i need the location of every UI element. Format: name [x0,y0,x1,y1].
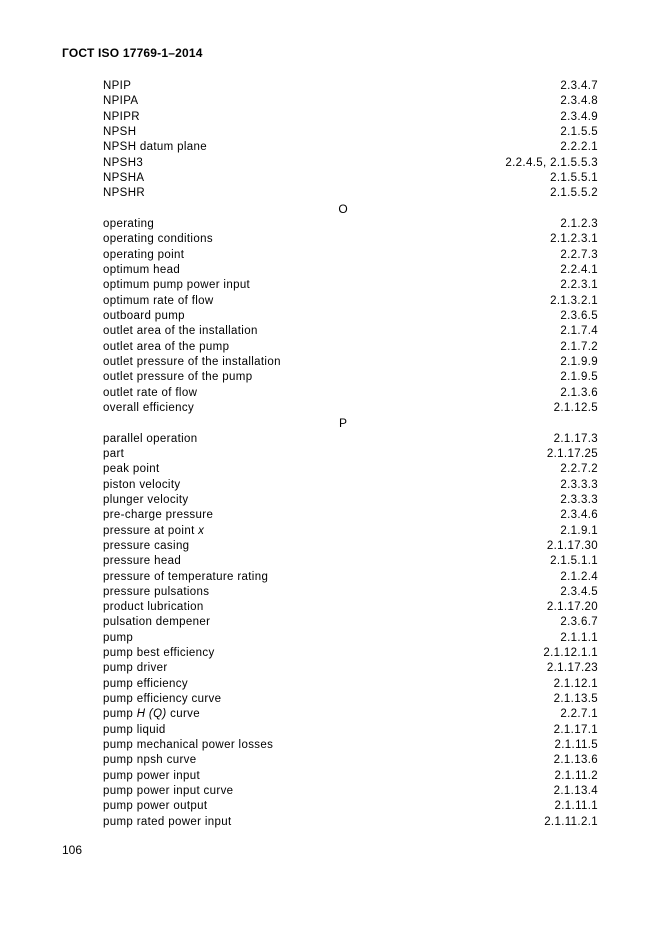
index-term [103,493,189,508]
term-text: overall efficiency [103,401,195,414]
term-text: operating point [103,248,185,261]
index-entry [103,600,598,615]
index-entry [103,248,598,263]
term-index [103,79,598,830]
index-reference: 2.1.9.1 [560,524,598,537]
index-term [103,478,180,493]
index-term [103,370,252,385]
term-text: peak point [103,463,160,476]
index-term [103,661,168,676]
index-reference: 2.1.12.1 [553,677,598,690]
index-reference: 2.1.11.5 [554,739,598,752]
index-entry [103,294,598,309]
index-entry [103,401,598,416]
term-text: NPSHA [103,171,145,184]
index-reference: 2.2.7.3 [560,248,598,261]
term-text: NPSH [103,125,137,138]
term-text: outlet rate of flow [103,386,198,399]
index-term [103,570,268,585]
index-term [103,707,200,722]
index-term [103,140,207,155]
index-reference: 2.1.17.23 [546,662,598,675]
index-entry [103,447,598,462]
term-text: NPIPA [103,95,139,108]
index-term [103,692,221,707]
index-term [103,600,204,615]
section-letter: P [338,416,347,431]
index-reference: 2.3.6.7 [560,616,598,629]
index-term [103,232,213,247]
index-reference: 2.1.2.4 [560,570,598,583]
index-entry [103,723,598,738]
term-italic-symbol: x [198,524,205,537]
index-term [103,447,124,462]
index-entry [103,646,598,661]
index-term [103,324,258,339]
term-text: piston velocity [103,478,181,491]
index-term [103,646,215,661]
index-entry [103,570,598,585]
index-entry [103,140,598,155]
term-text: outlet area of the pump [103,340,230,353]
index-entry [103,738,598,753]
term-italic-symbol: H (Q) [136,708,167,721]
term-text: pump liquid [103,723,166,736]
index-entry [103,324,598,339]
index-term [103,401,194,416]
index-entry [103,539,598,554]
index-entry [103,753,598,768]
term-text-suffix: curve [166,708,200,721]
term-text: pump power output [103,800,208,813]
index-reference: 2.1.7.2 [560,340,598,353]
index-reference: 2.1.5.1.1 [550,555,598,568]
index-entry [103,370,598,385]
index-term [103,294,214,309]
index-reference: 2.1.11.2.1 [544,815,598,828]
index-entry [103,799,598,814]
index-term [103,248,184,263]
index-entry [103,94,598,109]
term-text: pressure head [103,555,182,568]
term-text: pump npsh curve [103,754,197,767]
index-entry [103,278,598,293]
index-reference: 2.2.7.1 [560,708,598,721]
index-term [103,585,209,600]
index-entry [103,815,598,830]
index-entry [103,692,598,707]
index-term [103,125,136,140]
term-text: pump [103,708,137,721]
index-reference: 2.2.7.2 [560,463,598,476]
index-reference: 2.1.5.5.1 [550,171,598,184]
index-reference: 2.1.17.20 [546,601,598,614]
index-reference: 2.3.4.9 [560,110,598,123]
index-entry [103,615,598,630]
term-text: parallel operation [103,432,198,445]
index-term [103,94,138,109]
index-entry [103,524,598,539]
term-text: outlet pressure of the pump [103,371,253,384]
index-reference: 2.1.17.1 [553,723,598,736]
term-text: pump mechanical power losses [103,739,274,752]
index-reference: 2.1.13.6 [553,754,598,767]
index-term [103,799,207,814]
term-text: NPIPR [103,110,140,123]
index-reference: 2.1.9.5 [560,371,598,384]
index-entry [103,784,598,799]
index-term [103,554,181,569]
index-term [103,186,145,201]
term-text: pump efficiency curve [103,693,222,706]
index-term [103,524,204,539]
term-text: optimum head [103,263,181,276]
term-text: outboard pump [103,309,185,322]
index-reference: 2.3.4.5 [560,585,598,598]
index-reference: 2.3.3.3 [560,478,598,491]
term-text: product lubrication [103,601,204,614]
index-entry [103,707,598,722]
term-text: pump best efficiency [103,647,215,660]
term-text: NPSH3 [103,156,144,169]
term-text: pressure of temperature rating [103,570,269,583]
index-reference: 2.3.3.3 [560,493,598,506]
term-text: pre-charge pressure [103,509,214,522]
index-entry [103,478,598,493]
index-term [103,815,232,830]
index-entry [103,340,598,355]
index-reference: 2.3.4.6 [560,509,598,522]
term-text: pressure at point [103,524,199,537]
term-text: pump [103,631,134,644]
index-entry [103,110,598,125]
term-text: pump rated power input [103,815,232,828]
index-term [103,508,213,523]
term-text: optimum pump power input [103,279,251,292]
index-term [103,615,210,630]
index-entry [103,156,598,171]
term-text: outlet pressure of the installation [103,355,281,368]
index-reference: 2.1.11.1 [554,800,598,813]
index-entry [103,769,598,784]
term-text: pump power input curve [103,785,234,798]
index-entry [103,386,598,401]
term-text: NPSH datum plane [103,141,208,154]
index-entry [103,661,598,676]
index-term [103,769,200,784]
term-text: NPSHR [103,187,146,200]
index-term [103,386,197,401]
index-entry [103,585,598,600]
term-text: optimum rate of flow [103,294,214,307]
index-term [103,355,281,370]
term-text: outlet area of the installation [103,325,258,338]
index-term [103,263,180,278]
term-text: pump efficiency [103,677,188,690]
index-entry [103,631,598,646]
index-reference: 2.1.3.6 [560,386,598,399]
index-term [103,432,198,447]
index-reference: 2.3.4.8 [560,95,598,108]
index-reference: 2.1.1.1 [560,631,598,644]
index-entry [103,355,598,370]
index-entry [103,508,598,523]
section-letter: O [338,201,348,216]
term-text: pressure casing [103,539,190,552]
index-reference: 2.1.13.5 [553,693,598,706]
index-term [103,110,140,125]
index-entry [103,309,598,324]
index-term [103,738,273,753]
index-term [103,631,133,646]
term-text: pressure pulsations [103,585,210,598]
index-reference: 2.1.11.2 [554,769,598,782]
index-reference: 2.3.4.7 [560,80,598,92]
index-entry [103,79,598,94]
index-term [103,784,233,799]
index-term [103,156,143,171]
index-reference: 2.1.12.1.1 [543,647,598,660]
term-text: pump power input [103,769,201,782]
index-reference: 2.1.9.9 [560,355,598,368]
term-text: pulsation dempener [103,616,211,629]
index-entry [103,462,598,477]
index-entry [103,677,598,692]
index-term [103,723,166,738]
index-reference: 2.1.5.5 [560,125,598,138]
index-entry [103,217,598,232]
index-reference: 2.1.17.3 [553,432,598,445]
term-text: operating [103,217,155,230]
index-term [103,539,189,554]
index-term [103,677,188,692]
index-reference: 2.2.3.1 [560,279,598,292]
term-text: plunger velocity [103,493,189,506]
index-entry [103,125,598,140]
index-term [103,171,144,186]
index-term [103,217,154,232]
term-text: part [103,447,125,460]
index-entry [103,263,598,278]
index-reference: 2.2.4.1 [560,263,598,276]
index-term [103,753,196,768]
index-reference: 2.1.13.4 [553,785,598,798]
index-entry [103,554,598,569]
document-header: ГОСТ ISO 17769-1–2014 [62,46,203,60]
index-term [103,309,185,324]
index-entry [103,432,598,447]
index-term [103,278,250,293]
index-entry [103,493,598,508]
index-reference: 2.2.4.5, 2.1.5.5.3 [505,156,598,169]
index-reference: 2.1.17.25 [546,447,598,460]
index-entry [103,232,598,247]
index-reference: 2.1.3.2.1 [550,294,598,307]
term-text: operating conditions [103,233,213,246]
index-term [103,340,229,355]
index-entry [103,186,598,201]
index-reference: 2.1.17.30 [546,539,598,552]
index-entry [103,171,598,186]
index-term [103,79,131,94]
index-reference: 2.3.6.5 [560,309,598,322]
page-number: 106 [62,843,83,857]
index-reference: 2.1.2.3 [560,217,598,230]
index-reference: 2.1.5.5.2 [550,187,598,200]
index-reference: 2.1.12.5 [553,401,598,414]
index-reference: 2.2.2.1 [560,141,598,154]
term-text: NPIP [103,80,132,92]
index-reference: 2.1.2.3.1 [550,233,598,246]
index-reference: 2.1.7.4 [560,325,598,338]
index-term [103,462,160,477]
term-text: pump driver [103,662,168,675]
